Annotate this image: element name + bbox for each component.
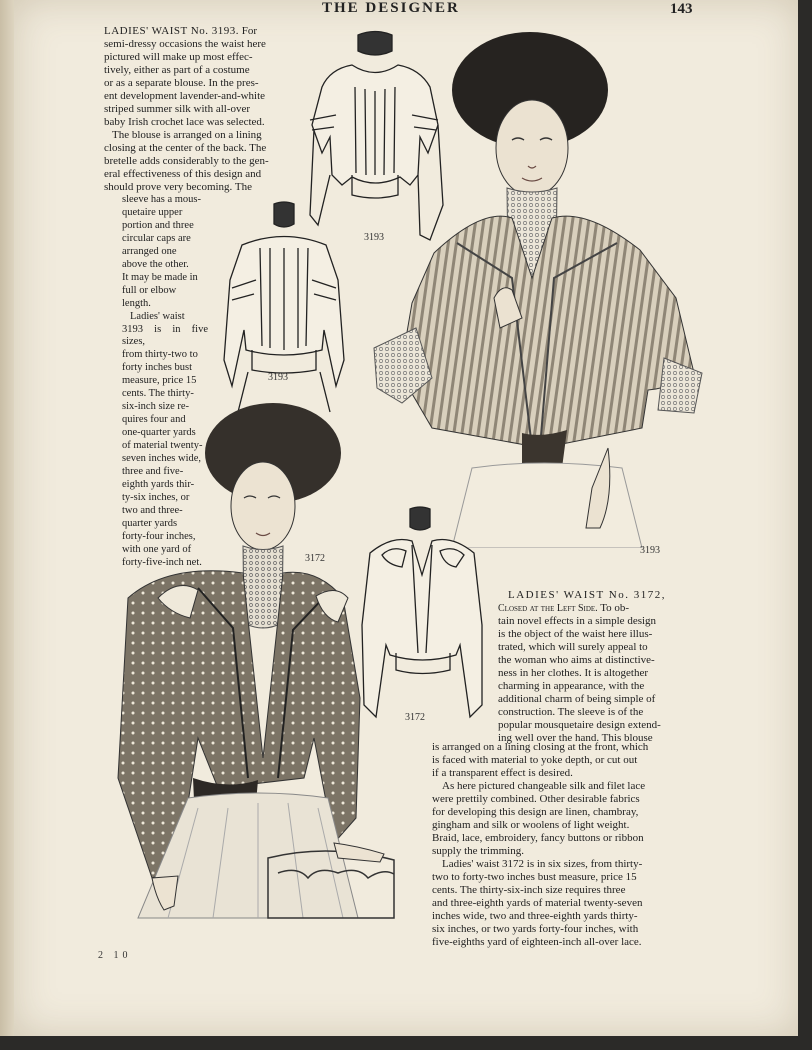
article-3172-text-4: the woman who aims at distinctive- [498,654,655,666]
article-3193-text-6: striped summer silk with all-over [104,103,251,115]
article-3193-narrow-27: forty-five-inch net. [122,556,202,568]
article-3193-narrow-14: cents. The thirty- [122,388,194,400]
article-3172-wide-7: Braid, lace, embroidery, fancy buttons or ribbon [432,832,644,844]
article-3193-narrow-19: seven inches wide, [122,453,202,465]
article-3193-narrow-18: of material twenty- [122,440,203,452]
article-3172-text-1: tain novel effects in a simple design [498,615,657,627]
article-3193-narrow-13: measure, price 15 [122,375,197,387]
article-3193-text-12: should prove very becoming. The [104,181,252,193]
article-3193-narrow-16: quires four and [122,414,186,426]
article-3193-narrow-11: from thirty-two to [122,349,198,361]
article-3193-top [104,25,294,194]
illustration-woman-3193 [372,28,712,548]
blouse-sketch-back-3193 [212,200,357,420]
article-3172-wide-12: and three-eighth yards of material twenty-seven [432,897,643,909]
article-3193-narrow-9: Ladies' waist [130,310,185,322]
article-3172-wide-13: inches wide, two and three-eighth yards thirty- [432,910,638,922]
article-3193-narrow-3: circular caps are [122,232,191,244]
article-3172-text-10: ing well over the hand. This blouse [498,732,653,744]
article-3193-narrow-6: It may be made in [122,271,198,283]
article-3193-narrow-4: arranged one [122,245,177,257]
article-3172-wide-2: if a transparent effect is desired. [432,767,573,779]
article-3172-narrow [498,589,696,745]
article-3193-title: LADIES' WAIST No. 3193. [104,25,239,37]
article-3172-text-5: ness in her clothes. It is altogether [498,667,648,679]
article-3172-wide-15: five-eighths yard of eighteen-inch all-over lace. [432,936,642,948]
figure-label-3193-a: 3193 [364,232,384,243]
article-3193-narrow-17: one-quarter yards [122,427,196,439]
figure-label-3172-a: 3172 [305,553,325,564]
article-3193-narrow-24: quarter yards [122,517,178,529]
bottom-border [0,1036,812,1050]
article-3193-narrow-22: ty-six inches, or [122,491,190,503]
article-3172-wide [432,741,697,949]
article-3193-narrow-21: eighth yards thir- [122,478,195,490]
article-3193-narrow-25: forty-four inches, [122,530,196,542]
article-3193-narrow-1: quetaire upper [122,206,183,218]
article-3193-narrow-8: length. [122,297,151,309]
article-3172-wide-10: two to forty-two inches bust measure, price 15 [432,871,637,883]
article-3172-text-3: trated, which will surely appeal to [498,641,648,653]
running-head: THE DESIGNER [322,0,460,16]
article-3193-text-4: or as a separate blouse. In the pres- [104,77,259,89]
article-3172-text-9: popular mousquetaire design extend- [498,719,661,731]
article-3193-narrow-26: with one yard of [122,543,192,555]
page-number: 143 [670,1,693,17]
article-3172-subtitle-line [498,602,696,615]
article-3172-wide-4: were prettily combined. Other desirable fabrics [432,793,640,805]
figure-label-3172-b: 3172 [405,712,425,723]
article-3193-narrow-2: portion and three [122,219,194,231]
right-border [798,0,812,1050]
article-3172-wide-9: Ladies' waist 3172 is in six sizes, from thirty- [442,858,643,870]
article-3172-text-2: is the object of the waist here illus- [498,628,653,640]
article-3172-text-8: construction. The sleeve is of the [498,706,644,718]
article-3193-narrow-10: 3193 is in five sizes, [122,323,208,348]
article-3193-narrow-20: three and five- [122,466,184,478]
blouse-sketch-3172 [352,505,492,720]
article-3193-text-8: The blouse is arranged on a lining [112,129,262,141]
article-3172-title: LADIES' WAIST No. 3172, [508,589,666,601]
article-3193-text-11: eral effectiveness of this design and [104,168,262,180]
article-3193-text-7: baby Irish crochet lace was selected. [104,116,265,128]
article-3172-wide-6: gingham and silk or woolens of light weight. [432,819,630,831]
article-3193-narrow-5: above the other. [122,258,189,270]
article-3172-wide-5: for developing this design are linen, chambray, [432,806,639,818]
article-3172-wide-8: supply the trimming. [432,845,524,857]
article-3193-narrow-15: six-inch size re- [122,401,190,413]
article-3172-wide-14: six inches, or two yards forty-four inches, with [432,923,639,935]
article-3193-narrow-12: forty inches bust [122,362,192,374]
article-3193-narrow-23: two and three- [122,504,183,516]
article-3193-narrow-7: full or elbow [122,284,177,296]
article-3172-subtitle: Closed at the Left Side. [498,603,598,614]
article-3193-text-3: tively, either as part of a costume [104,64,250,76]
article-3193-text-9: closing at the center of the back. The [104,142,267,154]
article-3193-narrow-0: sleeve has a mous- [122,194,202,205]
article-3172-text-0: To ob- [600,602,630,614]
article-3172-text-6: charming in appearance, with the [498,680,645,692]
footer-signature-mark: 2 10 [98,950,132,961]
figure-label-3193-c: 3193 [640,545,660,556]
article-3172-wide-1: is faced with material to yoke depth, or cut out [432,754,638,766]
article-3193-line-0 [104,25,294,38]
article-3172-wide-3: As here pictured changeable silk and filet lace [442,780,646,792]
article-3193-text-1: semi-dressy occasions the waist here [104,38,266,50]
article-3193-text-10: bretelle adds considerably to the gen- [104,155,269,167]
article-3172-wide-0: is arranged on a lining closing at the front, which [432,741,649,753]
article-3193-text-2: pictured will make up most effec- [104,51,253,63]
figure-label-3193-b: 3193 [268,372,288,383]
article-3172-wide-11: cents. The thirty-six-inch size requires three [432,884,626,896]
article-3172-title-line [498,589,696,602]
article-3172-text-7: additional charm of being simple of [498,693,656,705]
article-3193-text-0: For [241,25,258,37]
article-3193-text-5: ent development lavender-and-white [104,90,266,102]
